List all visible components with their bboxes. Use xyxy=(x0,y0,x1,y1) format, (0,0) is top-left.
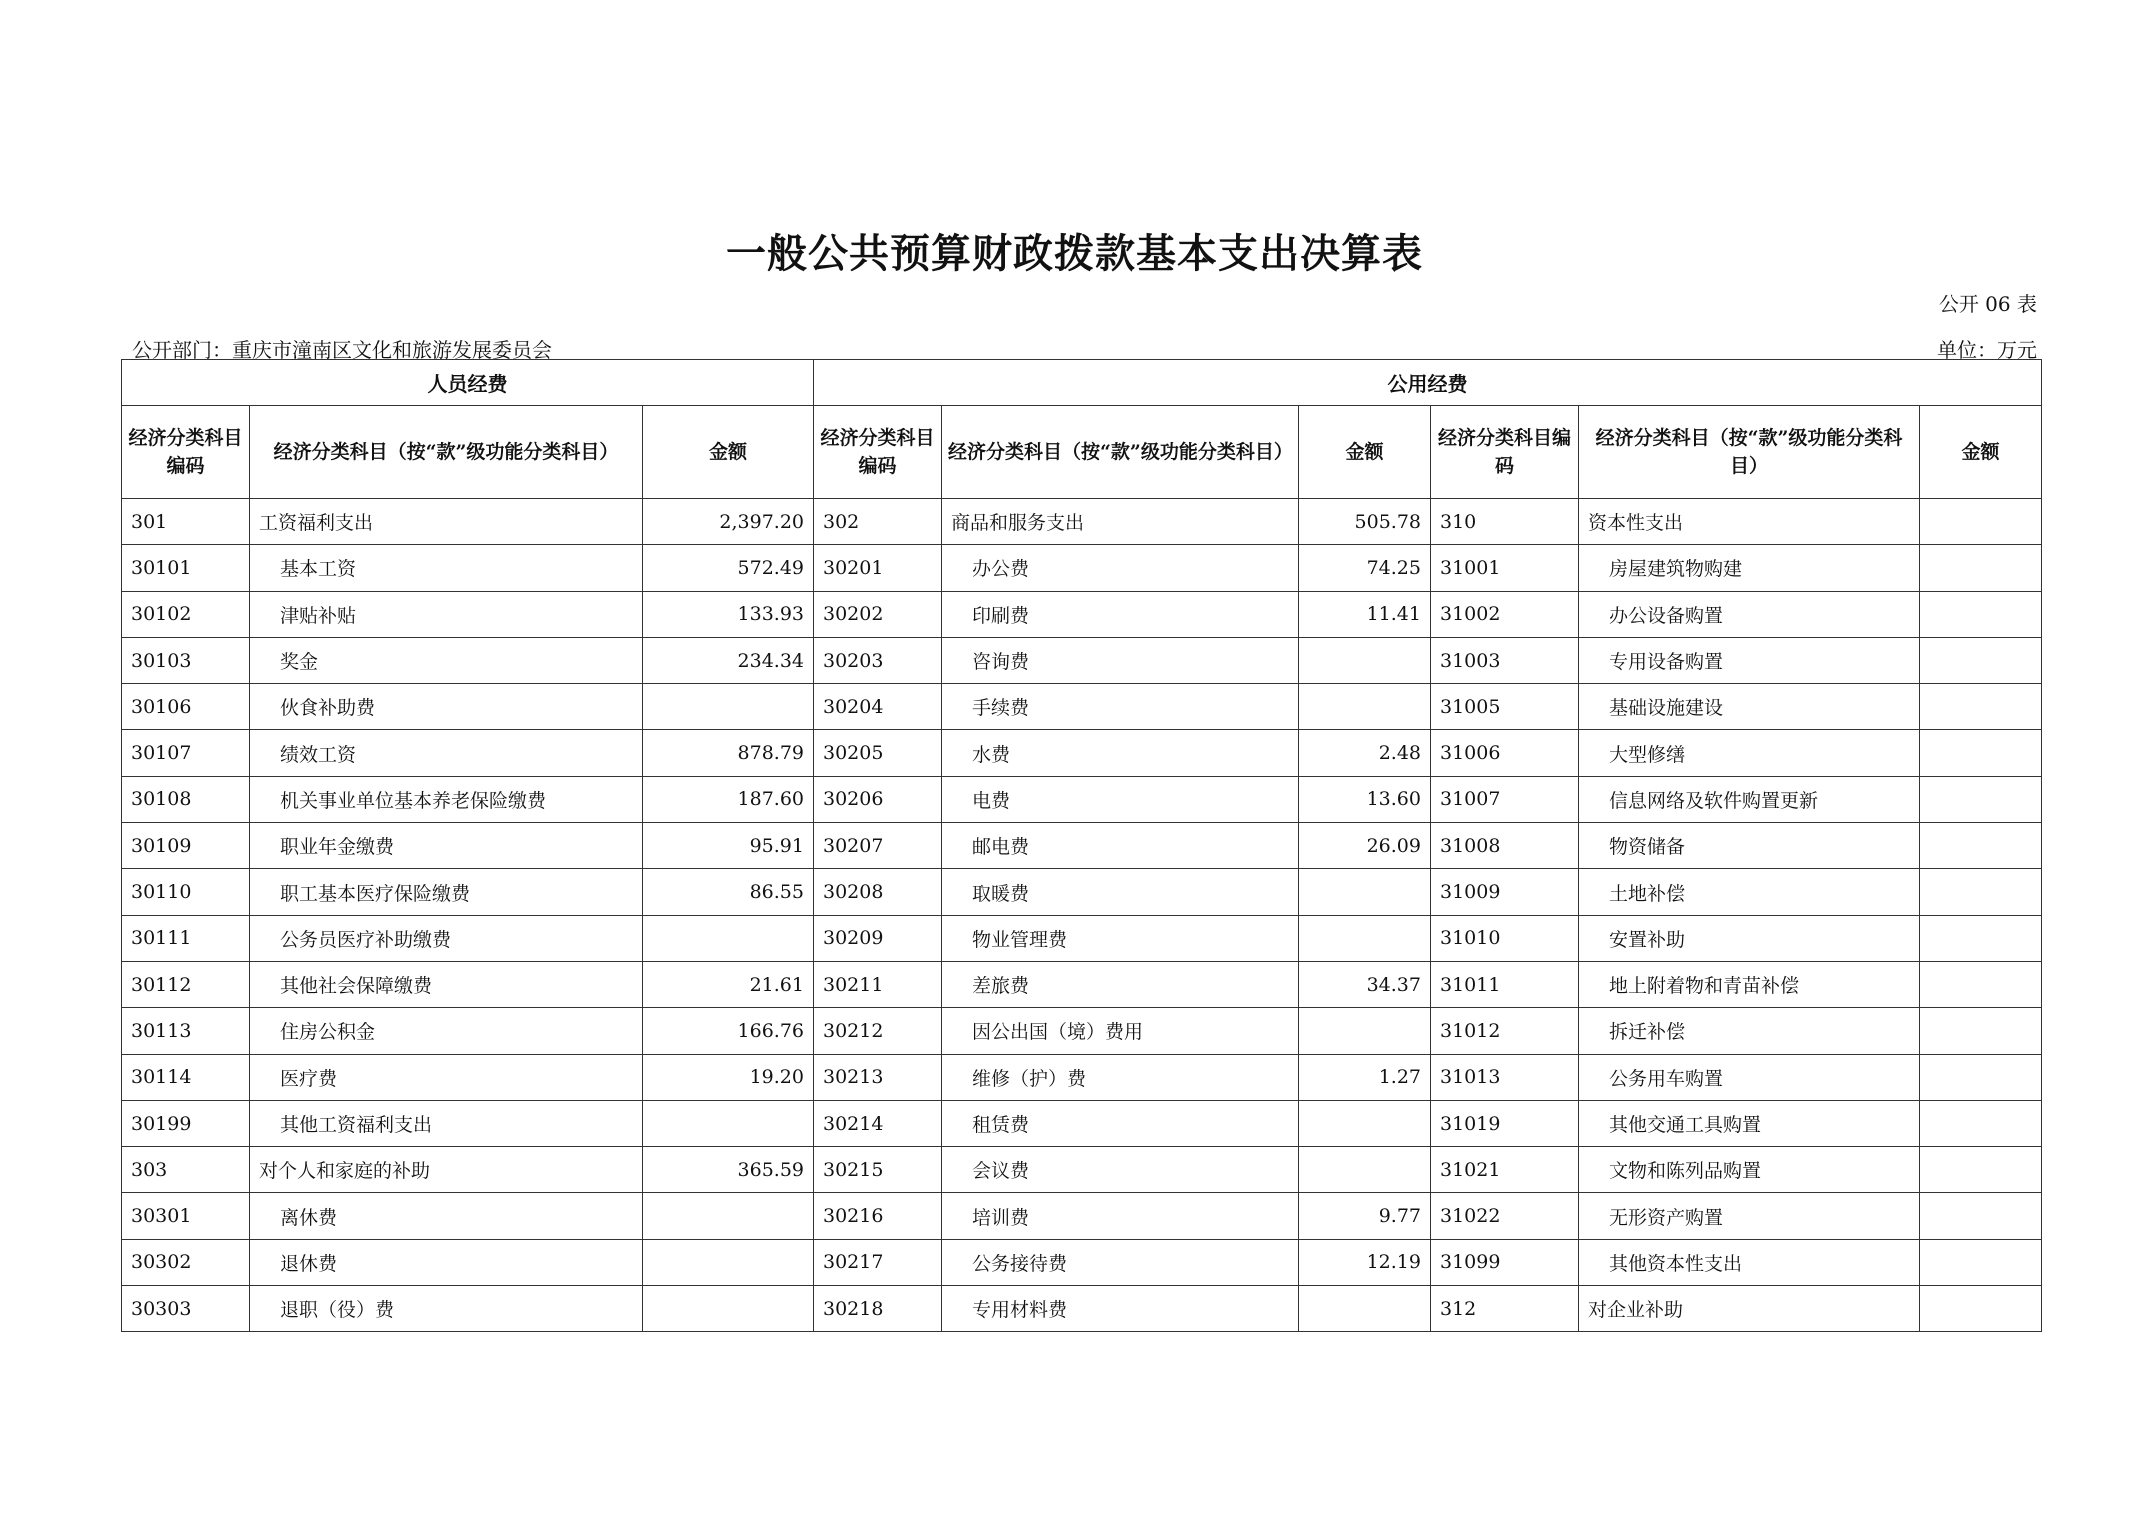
cell-code: 30113 xyxy=(122,1008,250,1054)
cell-code: 30201 xyxy=(814,545,942,591)
cell-amount xyxy=(1920,776,2042,822)
cell-name: 公务用车购置 xyxy=(1579,1054,1920,1100)
cell-name: 会议费 xyxy=(942,1147,1299,1193)
table-row xyxy=(122,1100,2042,1146)
cell-code: 30203 xyxy=(814,637,942,683)
cell-code: 31008 xyxy=(1431,823,1579,869)
cell-code: 312 xyxy=(1431,1286,1579,1332)
cell-code: 30211 xyxy=(814,961,942,1007)
cell-name: 职工基本医疗保险缴费 xyxy=(250,869,643,915)
cell-name: 退休费 xyxy=(250,1239,643,1285)
cell-code: 31011 xyxy=(1431,961,1579,1007)
cell-code: 31012 xyxy=(1431,1008,1579,1054)
cell-amount xyxy=(1299,915,1431,961)
cell-amount: 95.91 xyxy=(643,823,814,869)
cell-code: 30214 xyxy=(814,1100,942,1146)
table-row xyxy=(122,637,2042,683)
cell-amount: 2.48 xyxy=(1299,730,1431,776)
cell-amount xyxy=(1299,869,1431,915)
cell-code: 30213 xyxy=(814,1054,942,1100)
cell-name: 租赁费 xyxy=(942,1100,1299,1146)
cell-amount xyxy=(1299,684,1431,730)
cell-name: 印刷费 xyxy=(942,591,1299,637)
cell-amount: 166.76 xyxy=(643,1008,814,1054)
header-amount: 金额 xyxy=(1920,406,2042,499)
cell-code: 30111 xyxy=(122,915,250,961)
cell-name: 绩效工资 xyxy=(250,730,643,776)
cell-name: 咨询费 xyxy=(942,637,1299,683)
table-row xyxy=(122,545,2042,591)
cell-code: 31002 xyxy=(1431,591,1579,637)
cell-name: 对个人和家庭的补助 xyxy=(250,1147,643,1193)
cell-code: 30209 xyxy=(814,915,942,961)
cell-amount: 133.93 xyxy=(643,591,814,637)
cell-code: 31013 xyxy=(1431,1054,1579,1100)
cell-code: 30303 xyxy=(122,1286,250,1332)
cell-amount: 187.60 xyxy=(643,776,814,822)
cell-amount xyxy=(1920,684,2042,730)
cell-name: 其他工资福利支出 xyxy=(250,1100,643,1146)
cell-name: 无形资产购置 xyxy=(1579,1193,1920,1239)
cell-code: 30112 xyxy=(122,961,250,1007)
table-row xyxy=(122,1193,2042,1239)
cell-amount: 9.77 xyxy=(1299,1193,1431,1239)
table-row xyxy=(122,776,2042,822)
cell-name: 其他社会保障缴费 xyxy=(250,961,643,1007)
header-amount: 金额 xyxy=(643,406,814,499)
cell-code: 30216 xyxy=(814,1193,942,1239)
table-row xyxy=(122,730,2042,776)
cell-amount xyxy=(643,1193,814,1239)
section-public: 公用经费 xyxy=(814,360,2042,406)
table-row xyxy=(122,684,2042,730)
form-number: 公开 06 表 xyxy=(1938,292,2037,316)
cell-amount: 365.59 xyxy=(643,1147,814,1193)
cell-code: 301 xyxy=(122,499,250,545)
table-row xyxy=(122,1239,2042,1285)
cell-name: 邮电费 xyxy=(942,823,1299,869)
cell-amount: 878.79 xyxy=(643,730,814,776)
cell-amount: 86.55 xyxy=(643,869,814,915)
cell-amount xyxy=(1920,869,2042,915)
header-code: 经济分类科目编码 xyxy=(122,406,250,499)
cell-name: 工资福利支出 xyxy=(250,499,643,545)
cell-code: 30106 xyxy=(122,684,250,730)
budget-table xyxy=(121,359,2042,1332)
cell-name: 手续费 xyxy=(942,684,1299,730)
cell-amount: 505.78 xyxy=(1299,499,1431,545)
cell-name: 其他资本性支出 xyxy=(1579,1239,1920,1285)
cell-code: 31019 xyxy=(1431,1100,1579,1146)
cell-name: 维修（护）费 xyxy=(942,1054,1299,1100)
cell-code: 30207 xyxy=(814,823,942,869)
cell-amount xyxy=(643,684,814,730)
cell-name: 信息网络及软件购置更新 xyxy=(1579,776,1920,822)
cell-name: 退职（役）费 xyxy=(250,1286,643,1332)
header-name: 经济分类科目（按“款”级功能分类科目） xyxy=(1579,406,1920,499)
cell-amount xyxy=(1299,1147,1431,1193)
cell-amount xyxy=(1920,591,2042,637)
cell-code: 310 xyxy=(1431,499,1579,545)
cell-amount: 12.19 xyxy=(1299,1239,1431,1285)
table-row xyxy=(122,591,2042,637)
department-label: 公开部门：重庆市潼南区文化和旅游发展委员会 xyxy=(132,338,552,362)
cell-amount xyxy=(1920,915,2042,961)
cell-name: 奖金 xyxy=(250,637,643,683)
cell-amount xyxy=(1920,1054,2042,1100)
cell-name: 住房公积金 xyxy=(250,1008,643,1054)
page-title: 一般公共预算财政拨款基本支出决算表 xyxy=(726,230,1423,277)
table-row xyxy=(122,915,2042,961)
cell-amount xyxy=(1920,499,2042,545)
cell-code: 31009 xyxy=(1431,869,1579,915)
cell-amount: 19.20 xyxy=(643,1054,814,1100)
cell-name: 文物和陈列品购置 xyxy=(1579,1147,1920,1193)
cell-amount xyxy=(1920,637,2042,683)
cell-amount: 572.49 xyxy=(643,545,814,591)
cell-name: 电费 xyxy=(942,776,1299,822)
cell-code: 30102 xyxy=(122,591,250,637)
cell-name: 差旅费 xyxy=(942,961,1299,1007)
cell-amount: 74.25 xyxy=(1299,545,1431,591)
cell-amount xyxy=(643,1100,814,1146)
cell-amount xyxy=(643,1286,814,1332)
cell-code: 30215 xyxy=(814,1147,942,1193)
cell-code: 31007 xyxy=(1431,776,1579,822)
cell-name: 离休费 xyxy=(250,1193,643,1239)
table-row xyxy=(122,869,2042,915)
cell-amount: 34.37 xyxy=(1299,961,1431,1007)
cell-amount xyxy=(1920,545,2042,591)
cell-code: 30302 xyxy=(122,1239,250,1285)
cell-amount xyxy=(1920,1147,2042,1193)
unit-label: 单位：万元 xyxy=(1937,338,2037,362)
cell-code: 30103 xyxy=(122,637,250,683)
cell-code: 31005 xyxy=(1431,684,1579,730)
table-row xyxy=(122,1286,2042,1332)
cell-code: 31006 xyxy=(1431,730,1579,776)
cell-name: 机关事业单位基本养老保险缴费 xyxy=(250,776,643,822)
cell-amount xyxy=(643,915,814,961)
cell-amount: 234.34 xyxy=(643,637,814,683)
cell-amount xyxy=(1299,1100,1431,1146)
section-personnel: 人员经费 xyxy=(122,360,814,406)
cell-name: 津贴补贴 xyxy=(250,591,643,637)
cell-code: 31010 xyxy=(1431,915,1579,961)
header-name: 经济分类科目（按“款”级功能分类科目） xyxy=(250,406,643,499)
table-row xyxy=(122,1054,2042,1100)
cell-amount xyxy=(1920,1286,2042,1332)
cell-name: 水费 xyxy=(942,730,1299,776)
cell-name: 土地补偿 xyxy=(1579,869,1920,915)
cell-amount: 11.41 xyxy=(1299,591,1431,637)
cell-code: 30206 xyxy=(814,776,942,822)
cell-code: 31099 xyxy=(1431,1239,1579,1285)
cell-code: 31022 xyxy=(1431,1193,1579,1239)
cell-code: 30208 xyxy=(814,869,942,915)
cell-name: 安置补助 xyxy=(1579,915,1920,961)
cell-amount: 21.61 xyxy=(643,961,814,1007)
cell-name: 房屋建筑物购建 xyxy=(1579,545,1920,591)
table-row xyxy=(122,961,2042,1007)
cell-code: 30204 xyxy=(814,684,942,730)
cell-amount xyxy=(643,1239,814,1285)
cell-amount xyxy=(1920,1100,2042,1146)
cell-amount xyxy=(1299,637,1431,683)
cell-name: 因公出国（境）费用 xyxy=(942,1008,1299,1054)
cell-code: 30217 xyxy=(814,1239,942,1285)
cell-name: 物资储备 xyxy=(1579,823,1920,869)
cell-amount xyxy=(1920,1239,2042,1285)
cell-name: 办公费 xyxy=(942,545,1299,591)
cell-amount xyxy=(1299,1008,1431,1054)
table-row xyxy=(122,1147,2042,1193)
cell-amount: 2,397.20 xyxy=(643,499,814,545)
header-amount: 金额 xyxy=(1299,406,1431,499)
table-row xyxy=(122,823,2042,869)
cell-name: 对企业补助 xyxy=(1579,1286,1920,1332)
cell-code: 31021 xyxy=(1431,1147,1579,1193)
cell-amount xyxy=(1920,730,2042,776)
cell-code: 30101 xyxy=(122,545,250,591)
cell-amount xyxy=(1920,1193,2042,1239)
cell-name: 培训费 xyxy=(942,1193,1299,1239)
cell-name: 取暖费 xyxy=(942,869,1299,915)
cell-code: 30108 xyxy=(122,776,250,822)
cell-name: 资本性支出 xyxy=(1579,499,1920,545)
cell-code: 30109 xyxy=(122,823,250,869)
cell-name: 物业管理费 xyxy=(942,915,1299,961)
cell-name: 公务接待费 xyxy=(942,1239,1299,1285)
cell-code: 30107 xyxy=(122,730,250,776)
cell-code: 30199 xyxy=(122,1100,250,1146)
header-code: 经济分类科目编码 xyxy=(1431,406,1579,499)
cell-name: 专用材料费 xyxy=(942,1286,1299,1332)
cell-code: 30110 xyxy=(122,869,250,915)
cell-code: 30301 xyxy=(122,1193,250,1239)
header-name: 经济分类科目（按“款”级功能分类科目） xyxy=(942,406,1299,499)
cell-name: 大型修缮 xyxy=(1579,730,1920,776)
cell-amount: 13.60 xyxy=(1299,776,1431,822)
cell-amount xyxy=(1299,1286,1431,1332)
table-row xyxy=(122,499,2042,545)
cell-amount xyxy=(1920,961,2042,1007)
cell-name: 拆迁补偿 xyxy=(1579,1008,1920,1054)
cell-name: 伙食补助费 xyxy=(250,684,643,730)
table-row xyxy=(122,1008,2042,1054)
cell-name: 其他交通工具购置 xyxy=(1579,1100,1920,1146)
cell-amount xyxy=(1920,1008,2042,1054)
cell-name: 地上附着物和青苗补偿 xyxy=(1579,961,1920,1007)
cell-code: 302 xyxy=(814,499,942,545)
cell-code: 31001 xyxy=(1431,545,1579,591)
cell-name: 医疗费 xyxy=(250,1054,643,1100)
cell-name: 职业年金缴费 xyxy=(250,823,643,869)
cell-name: 基础设施建设 xyxy=(1579,684,1920,730)
cell-name: 办公设备购置 xyxy=(1579,591,1920,637)
cell-amount: 1.27 xyxy=(1299,1054,1431,1100)
cell-code: 31003 xyxy=(1431,637,1579,683)
table-body xyxy=(122,499,2042,1332)
cell-code: 30202 xyxy=(814,591,942,637)
cell-code: 303 xyxy=(122,1147,250,1193)
cell-name: 专用设备购置 xyxy=(1579,637,1920,683)
cell-name: 商品和服务支出 xyxy=(942,499,1299,545)
cell-code: 30218 xyxy=(814,1286,942,1332)
cell-amount xyxy=(1920,823,2042,869)
cell-code: 30205 xyxy=(814,730,942,776)
cell-code: 30114 xyxy=(122,1054,250,1100)
cell-name: 公务员医疗补助缴费 xyxy=(250,915,643,961)
header-code: 经济分类科目编码 xyxy=(814,406,942,499)
cell-amount: 26.09 xyxy=(1299,823,1431,869)
cell-code: 30212 xyxy=(814,1008,942,1054)
cell-name: 基本工资 xyxy=(250,545,643,591)
